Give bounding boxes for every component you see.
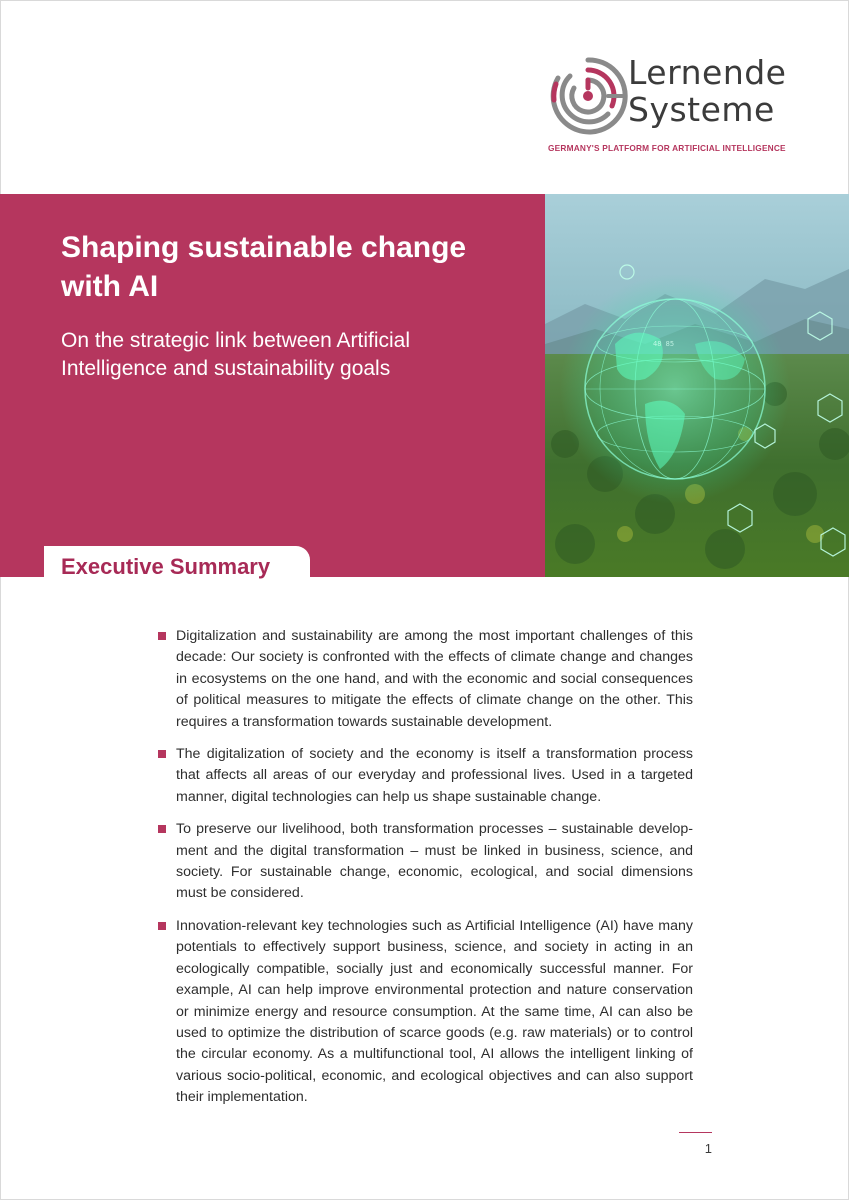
list-item-text: The digitalization of society and the economy is itself a transformation process that affects all areas of our everyday and professional lives. Used in a targeted manner, digital technologies can help us shape sustainable change. xyxy=(176,746,693,805)
summary-list xyxy=(158,626,693,1120)
hero-panel xyxy=(0,194,545,577)
square-bullet-icon xyxy=(158,825,166,833)
digital-globe-over-forest-image xyxy=(545,194,849,577)
list-item xyxy=(158,916,693,1109)
brand-name-line2: Systeme xyxy=(628,90,775,129)
section-tab xyxy=(44,546,310,577)
section-heading: Executive Summary xyxy=(61,554,271,579)
list-item-text: Digitalization and sustainability are among the most important challenges of this decade: Our society is confronted with the effects of climate change and changes in ecosystems on the one hand, and with the economic and social consequences of political measures to mitigate the effects of climate change on the other. This requires a transformation towards sustainable development. xyxy=(176,628,693,730)
square-bullet-icon xyxy=(158,922,166,930)
brand-name xyxy=(628,54,786,128)
list-item xyxy=(158,819,693,905)
hero-image xyxy=(545,194,849,577)
list-item xyxy=(158,626,693,733)
brand-logo[interactable] xyxy=(548,54,798,154)
brand-name-line1: Lernende xyxy=(628,53,787,92)
square-bullet-icon xyxy=(158,632,166,640)
list-item-text: To preserve our livelihood, both transformation processes – sustainable development and the digital transformation – must be linked in business, science, and society. For sustainable change, economic, ecological, and social dimensions must be considered. xyxy=(176,821,693,902)
page-number: 1 xyxy=(704,1141,712,1156)
brand-tagline: GERMANY'S PLATFORM FOR ARTIFICIAL INTELLIGENCE xyxy=(548,143,786,153)
document-subtitle: On the strategic link between Artificial Intelligence and sustainability goals xyxy=(61,329,411,380)
document-title: Shaping sustainable change with AI xyxy=(61,231,467,303)
globe-readout: 48 85 xyxy=(653,340,675,348)
list-item-text: Innovation-relevant key technologies such as Artificial Intelligence (AI) have many potentials to effectively support business, science, and society in acting in an ecologically compatible, socially just and economically successful manner. For example, AI can help improve environmental protection and nature conservation or minimize energy and resource consumption. At the same time, AI can also be used to optimize the distribution of scarce goods (e.g. raw materials) or to control the circular economy. As a multifunctional tool, AI allows the intelligent linking of various socio-political, economic, and ecological objectives and can also support their implementation. xyxy=(176,917,693,1106)
footer-divider xyxy=(679,1132,712,1133)
list-item xyxy=(158,744,693,808)
circular-maze-logo-icon xyxy=(548,56,628,136)
square-bullet-icon xyxy=(158,750,166,758)
